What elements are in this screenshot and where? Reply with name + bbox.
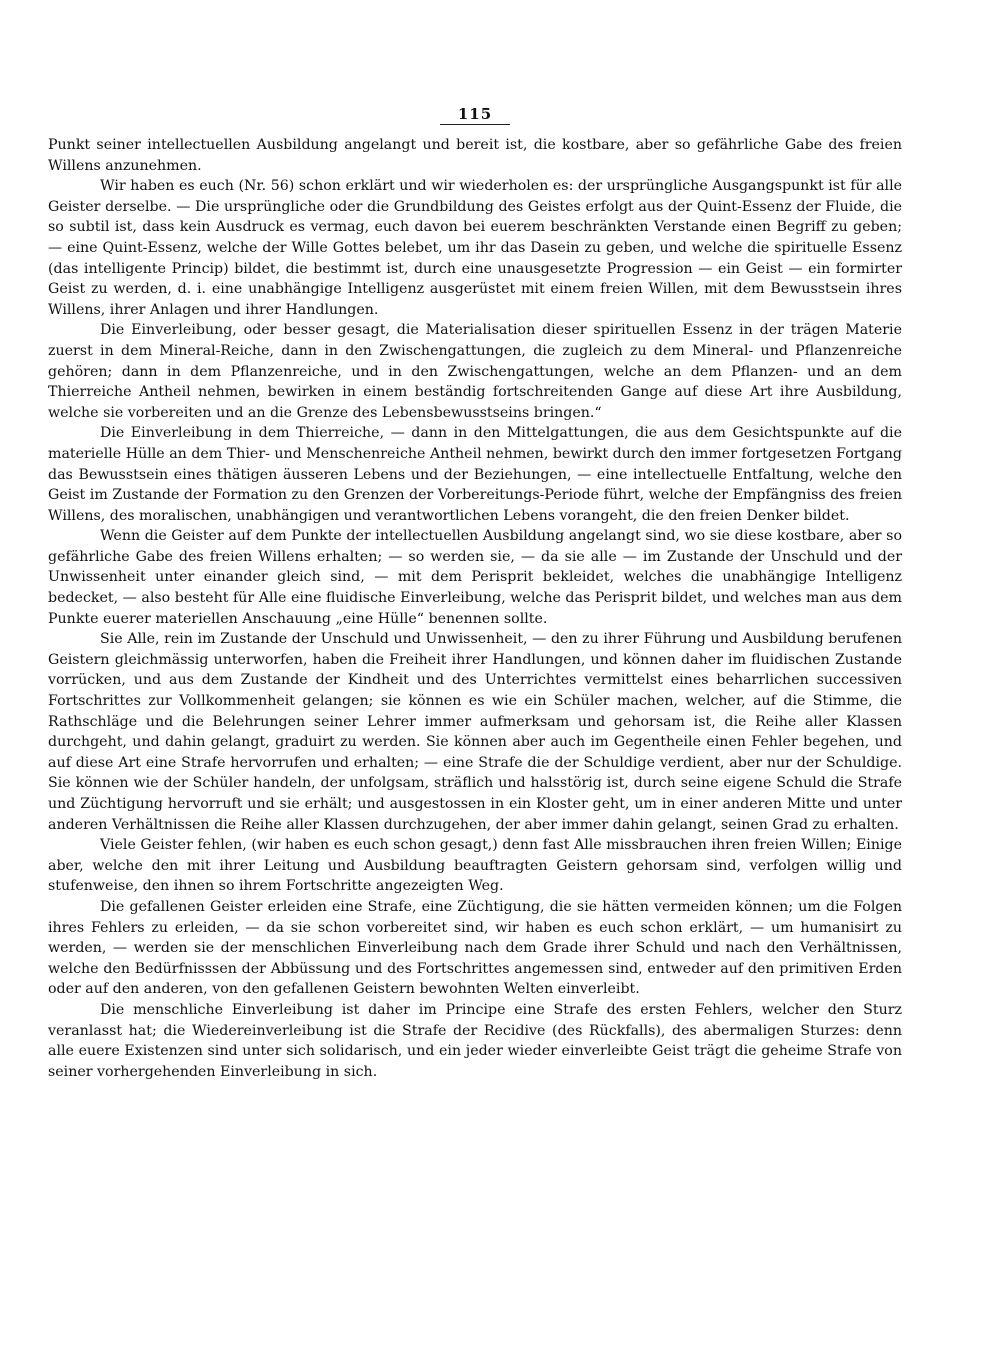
page-number: 115	[48, 105, 902, 125]
paragraph-1: Punkt seiner intellectuellen Ausbildung angelangt und bereit ist, die kostbare, aber so gefährliche Gabe des freien Willens anzunehmen.	[48, 137, 902, 174]
paragraph-7: Viele Geister fehlen, (wir haben es euch schon gesagt,) denn fast Alle missbrauchen ihren freien Willen; Einige aber, welche den mit ihrer Leitung und Ausbildung beauftragten Geistern gehorsam sind, verfolgen willig und stufenweise, den ihnen so ihrem Fortschritte angezeigten Weg.	[48, 837, 902, 895]
paragraph-8: Die gefallenen Geister erleiden eine Strafe, eine Züchtigung, die sie hätten vermeiden können; um die Folgen ihres Fehlers zu erleiden, — da sie schon vorbereitet sind, wir haben es euch schon erklärt, — um humanisirt zu werden, — werden sie der menschlichen Einverleibung nach dem Grade ihrer Schuld und nach den Verhältnissen, welche den Bedürfnisssen der Abbüssung und des Fortschrittes angemessen sind, entweder auf den primitiven Erden oder auf den anderen, von den gefallenen Geistern bewohnten Welten einverleibt.	[48, 898, 902, 998]
paragraph-2: Wir haben es euch (Nr. 56) schon erklärt und wir wiederholen es: der ursprüngliche Ausgangspunkt ist für alle Geister derselbe. — Die ursprüngliche oder die Grundbildung des Geistes erfolgt aus der Quint-Essenz der Fluide, die so subtil ist, dass kein Ausdruck es vermag, euch davon bei euerem beschränkten Verstande einen Begriff zu geben; — eine Quint-Essenz, welche der Wille Gottes belebet, um ihr das Dasein zu geben, und welche die spirituelle Essenz (das intelligente Princip) bildet, die bestimmt ist, durch eine unausgesetzte Progression — ein Geist — ein formirter Geist zu werden, d. i. eine unabhängige Intelligenz ausgerüstet mit einem freien Willen, mit dem Bewusstsein ihres Willens, ihrer Anlagen und ihrer Handlungen.	[48, 178, 902, 318]
page-body	[48, 105, 902, 1082]
paragraph-3: Die Einverleibung, oder besser gesagt, die Materialisation dieser spirituellen Essenz in der trägen Materie zuerst in dem Mineral-Reiche, dann in den Zwischengattungen, die zugleich zu dem Mineral- und Pflanzenreiche gehören; dann in dem Pflanzenreiche, und in den Zwischengattungen, welche an dem Pflanzen- und an dem Thierreiche Antheil nehmen, bewirken in einem beständig fortschreitenden Gange auf diese Art ihre Ausbildung, welche sie vorbereiten und an die Grenze des Lebensbewusstseins bringen.“	[48, 322, 902, 421]
paragraph-6: Sie Alle, rein im Zustande der Unschuld und Unwissenheit, — den zu ihrer Führung und Ausbildung berufenen Geistern gleichmässig unterworfen, haben die Freiheit ihrer Handlungen, und können daher im fluidischen Zustande vorrücken, und aus dem Zustande der Kindheit und des Unterrichtes vermittelst eines beharrlichen successiven Fortschrittes zur Vollkommenheit gelangen; sie können es wie ein Schüler machen, welcher, auf die Stimme, die Rathschläge und die Belehrungen seiner Lehrer immer aufmerksam und gehorsam ist, die Reihe aller Klassen durchgeht, und dahin gelangt, graduirt zu werden. Sie können aber auch im Gegentheile einen Fehler begehen, und auf diese Art eine Strafe hervorrufen und erhalten; — eine Strafe die der Schuldige verdient, aber nur der Schuldige. Sie können wie der Schüler handeln, der unfolgsam, sträflich und halsstörig ist, durch seine eigene Schuld die Strafe und Züchtigung hervorruft und sie erhält; und ausgestossen in ein Kloster geht, um in einer anderen Mitte und unter anderen Verhältnissen die Reihe aller Klassen durchzugehen, der aber immer dahin gelangt, seinen Grad zu erhalten.	[48, 631, 902, 833]
paragraph-5: Wenn die Geister auf dem Punkte der intellectuellen Ausbildung angelangt sind, wo sie diese kostbare, aber so gefährliche Gabe des freien Willens erhalten; — so werden sie, — da sie alle — im Zustande der Unschuld und der Unwissenheit unter einander gleich sind, — mit dem Perisprit bekleidet, welches die unabhängige Intelligenz bedecket, — also besteht für Alle eine fluidische Einverleibung, welche das Perisprit bildet, und welches man aus dem Punkte euerer materiellen Anschauung „eine Hülle“ benennen sollte.	[48, 528, 902, 627]
paragraph-4: Die Einverleibung in dem Thierreiche, — dann in den Mittelgattungen, die aus dem Gesichtspunkte auf die materielle Hülle an dem Thier- und Menschenreiche Antheil nehmen, bewirkt durch den immer fortgesetzen Fortgang das Bewusstsein eines thätigen äusseren Lebens und der Beziehungen, — eine intellectuelle Entfaltung, welche den Geist im Zustande der Formation zu den Grenzen der Vorbereitungs-Periode führt, welche der Empfängniss des freien Willens, des moralischen, unabhängigen und verantwortlichen Lebens vorangeht, die den freien Denker bildet.	[48, 425, 902, 524]
paragraph-9: Die menschliche Einverleibung ist daher im Principe eine Strafe des ersten Fehlers, welcher den Sturz veranlasst hat; die Wiedereinverleibung ist die Strafe der Recidive (des Rückfalls), des abermaligen Sturzes: denn alle euere Existenzen sind unter sich solidarisch, und ein jeder wieder einverleibte Geist trägt die geheime Strafe von seiner vorhergehenden Einverleibung in sich.	[48, 1001, 902, 1080]
